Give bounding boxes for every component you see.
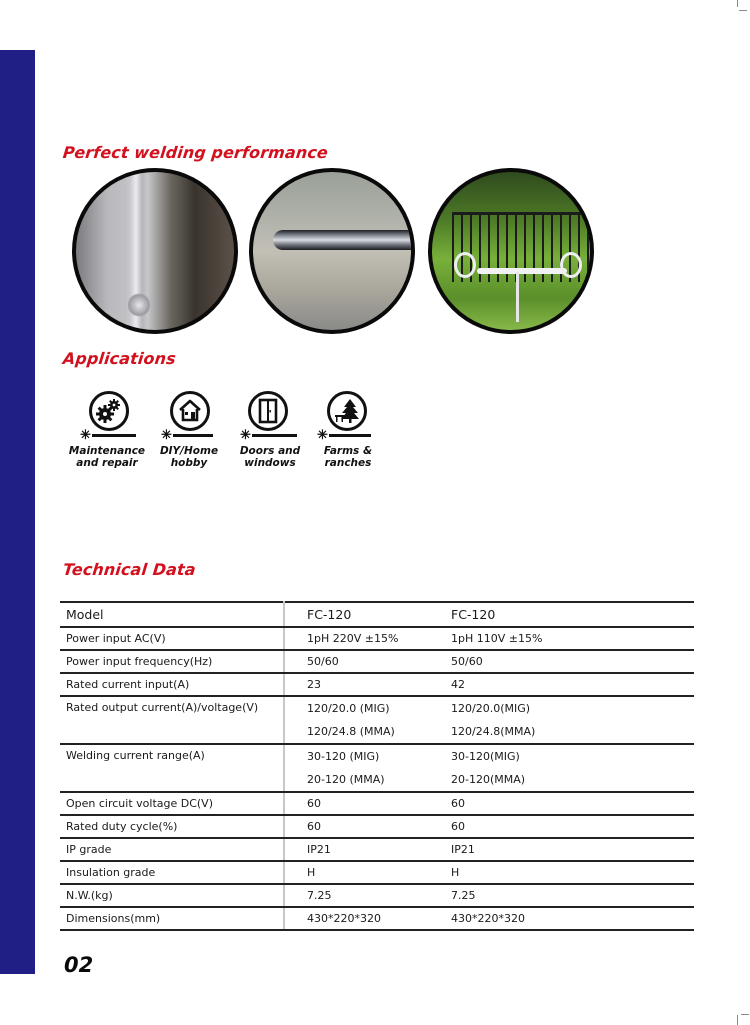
row-label: Power input frequency(Hz) bbox=[60, 650, 284, 673]
row-value-col2: 60 bbox=[448, 792, 694, 815]
table-row bbox=[60, 696, 694, 744]
table-row bbox=[60, 861, 694, 884]
row-value-col2: 430*220*320 bbox=[448, 907, 694, 930]
gears-icon bbox=[89, 391, 129, 431]
application-label: Farms & ranches bbox=[323, 445, 373, 469]
crop-mark-bottom-right-v bbox=[737, 1015, 738, 1025]
applications-title: Applications bbox=[62, 349, 177, 368]
row-value-col1: IP21 bbox=[284, 838, 448, 861]
page-number: 02 bbox=[64, 953, 94, 977]
table-row bbox=[60, 838, 694, 861]
row-label: IP grade bbox=[60, 838, 284, 861]
underline-decoration bbox=[92, 434, 136, 437]
row-label: Insulation grade bbox=[60, 861, 284, 884]
spark-icon: ✳ bbox=[161, 427, 172, 442]
row-value-col2: 30-120(MIG) 20-120(MMA) bbox=[448, 744, 694, 792]
row-value-col1: 30-120 (MIG) 20-120 (MMA) bbox=[284, 744, 448, 792]
tree-bench-icon bbox=[327, 391, 367, 431]
door-icon bbox=[248, 391, 288, 431]
application-label: Maintenance and repair bbox=[68, 445, 146, 469]
row-value-col1: 23 bbox=[284, 673, 448, 696]
underline-decoration bbox=[252, 434, 297, 437]
row-value-col2: 50/60 bbox=[448, 650, 694, 673]
performance-title: Perfect welding performance bbox=[62, 143, 329, 162]
technical-data-table bbox=[60, 601, 694, 931]
application-label: Doors and windows bbox=[239, 445, 301, 469]
table-graphic bbox=[477, 268, 567, 274]
row-value-col2: H bbox=[448, 861, 694, 884]
garden-fence-furniture-photo bbox=[428, 168, 594, 334]
application-label: DIY/Home hobby bbox=[159, 445, 219, 469]
row-label: Welding current range(A) bbox=[60, 744, 284, 792]
chair-graphic bbox=[454, 252, 476, 278]
row-value-col1: H bbox=[284, 861, 448, 884]
blue-side-bar bbox=[0, 50, 35, 974]
chair-graphic bbox=[560, 252, 582, 278]
table-row bbox=[60, 792, 694, 815]
row-value-col1: 60 bbox=[284, 792, 448, 815]
underline-decoration bbox=[329, 434, 371, 437]
vertical-weld-bead-photo bbox=[72, 168, 238, 334]
table-leg-graphic bbox=[516, 272, 519, 322]
row-value-col1: 120/20.0 (MIG) 120/24.8 (MMA) bbox=[284, 696, 448, 744]
row-value-col1: 430*220*320 bbox=[284, 907, 448, 930]
horizontal-weld-bead-photo bbox=[249, 168, 415, 334]
row-label: Power input AC(V) bbox=[60, 627, 284, 650]
row-value-col2: 60 bbox=[448, 815, 694, 838]
row-value-col1: 60 bbox=[284, 815, 448, 838]
row-value-col2: 7.25 bbox=[448, 884, 694, 907]
row-value-col1: 50/60 bbox=[284, 650, 448, 673]
row-value-col2: IP21 bbox=[448, 838, 694, 861]
crop-mark-top-right-h bbox=[739, 10, 747, 11]
table-row bbox=[60, 673, 694, 696]
table-row bbox=[60, 627, 694, 650]
table-header-row bbox=[60, 602, 694, 627]
row-label: Rated duty cycle(%) bbox=[60, 815, 284, 838]
table-row bbox=[60, 907, 694, 930]
crop-mark-top-right-v bbox=[737, 0, 738, 7]
technical-data-title: Technical Data bbox=[62, 560, 197, 579]
underline-decoration bbox=[173, 434, 213, 437]
header-model-col2: FC-120 bbox=[448, 602, 694, 627]
row-label: Rated current input(A) bbox=[60, 673, 284, 696]
row-value-col1: 7.25 bbox=[284, 884, 448, 907]
row-label: Open circuit voltage DC(V) bbox=[60, 792, 284, 815]
table-row bbox=[60, 884, 694, 907]
crop-mark-bottom-right-h bbox=[741, 1014, 749, 1015]
row-value-col2: 120/20.0(MIG) 120/24.8(MMA) bbox=[448, 696, 694, 744]
row-label: Rated output current(A)/voltage(V) bbox=[60, 696, 284, 744]
table-row bbox=[60, 815, 694, 838]
row-value-col2: 42 bbox=[448, 673, 694, 696]
row-label: Dimensions(mm) bbox=[60, 907, 284, 930]
header-model-label: Model bbox=[60, 602, 284, 627]
table-row bbox=[60, 744, 694, 792]
header-model-col1: FC-120 bbox=[284, 602, 448, 627]
row-value-col1: 1pH 220V ±15% bbox=[284, 627, 448, 650]
row-value-col2: 1pH 110V ±15% bbox=[448, 627, 694, 650]
table-row bbox=[60, 650, 694, 673]
house-icon bbox=[170, 391, 210, 431]
row-label: N.W.(kg) bbox=[60, 884, 284, 907]
spark-icon: ✳ bbox=[240, 427, 251, 442]
spark-icon: ✳ bbox=[317, 427, 328, 442]
spark-icon: ✳ bbox=[80, 427, 91, 442]
